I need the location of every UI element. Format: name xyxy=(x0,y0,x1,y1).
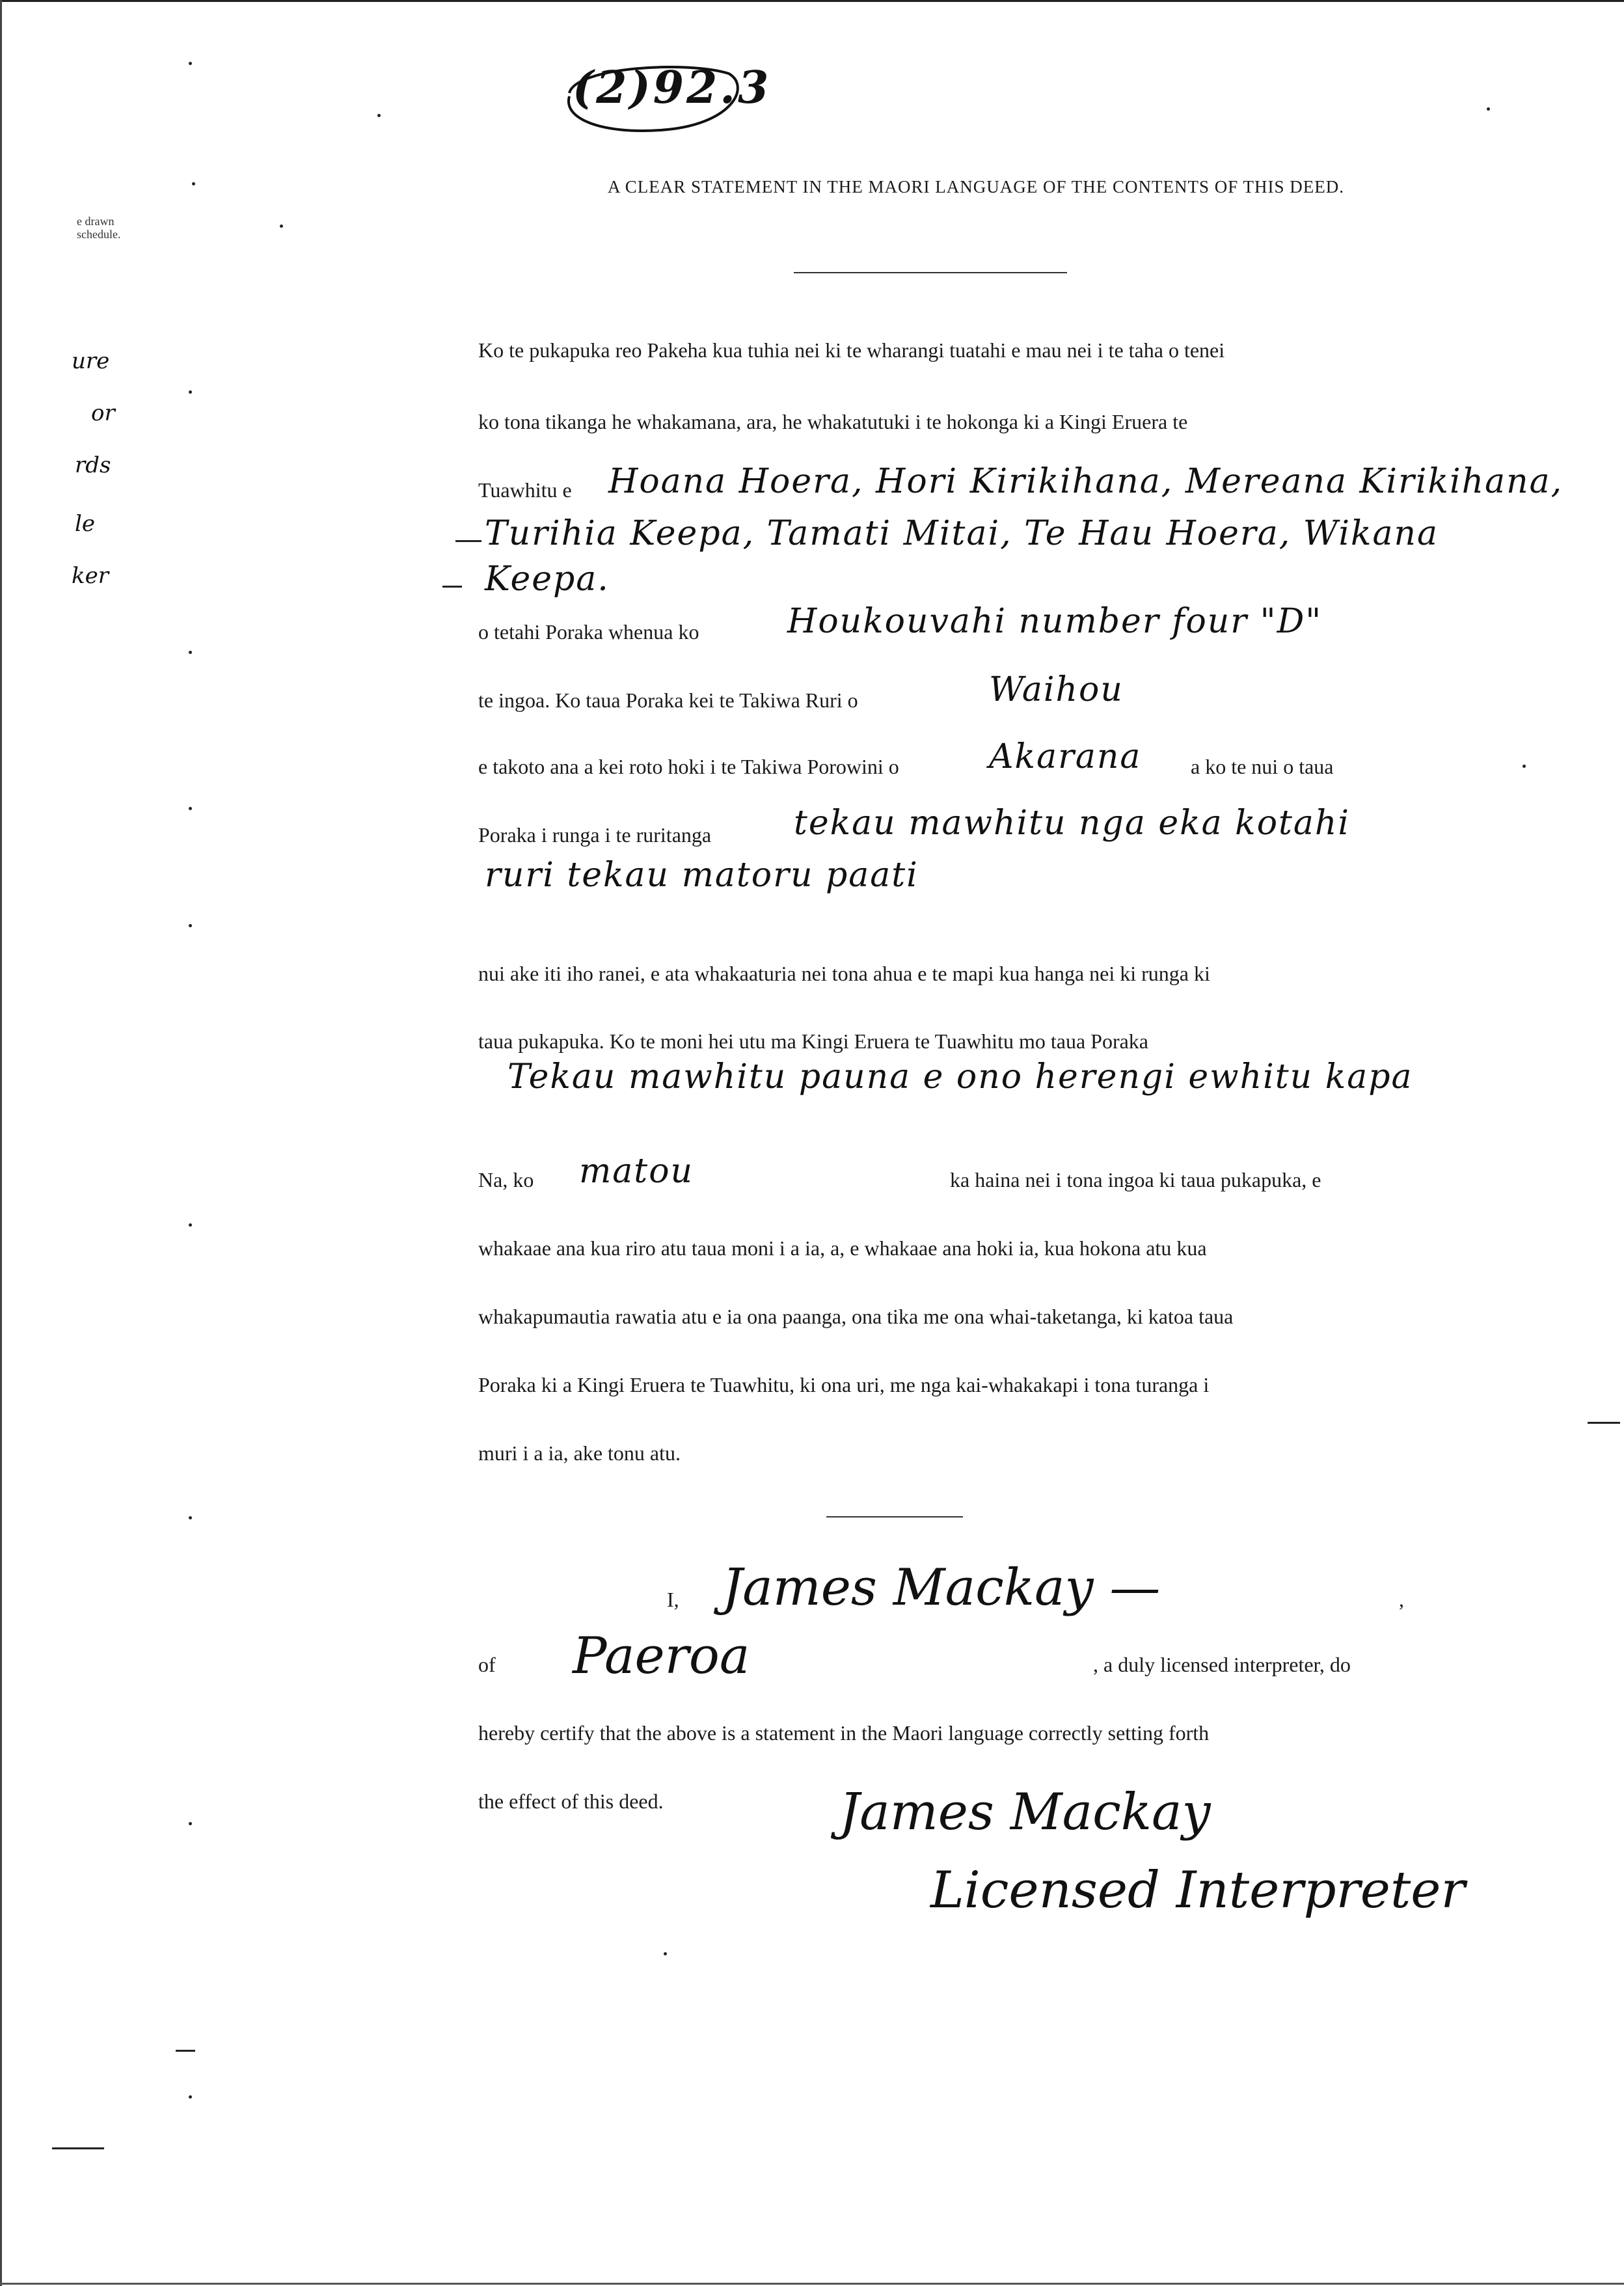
handwritten-names: Keepa. xyxy=(485,560,610,599)
body-line: whakapumautia rawatia atu e ia ona paanga, ona tika me ona whai-taketanga, ki katoa taua xyxy=(478,1305,1234,1328)
margin-handwriting: ker xyxy=(72,563,109,589)
scan-speck xyxy=(176,2050,195,2052)
body-line: taua pukapuka. Ko te moni hei utu ma Kingi Eruera te Tuawhitu mo taua Poraka xyxy=(478,1029,1148,1053)
body-line: a ko te nui o taua xyxy=(1191,755,1334,778)
body-line: whakaae ana kua riro atu taua moni i a ia, a, e whakaae ana hoki ia, kua hokona atu kua xyxy=(478,1236,1207,1260)
scan-speck xyxy=(189,62,192,65)
body-line: Tuawhitu e xyxy=(478,478,572,502)
scan-speck xyxy=(189,1516,192,1519)
page-border-bottom xyxy=(0,2283,1624,2285)
scan-speck xyxy=(1522,765,1526,768)
page-title: A CLEAR STATEMENT IN THE MAORI LANGUAGE OF THE CONTENTS OF THIS DEED. xyxy=(607,177,1345,197)
title-rule xyxy=(794,272,1067,273)
handwritten-province: Akarana xyxy=(989,737,1142,776)
margin-note-line: schedule. xyxy=(77,228,121,241)
body-line: o tetahi Poraka whenua ko xyxy=(478,620,699,644)
scan-speck xyxy=(189,390,192,394)
page-border-top xyxy=(0,0,1624,2)
margin-note-line: e drawn xyxy=(77,215,115,228)
scan-speck xyxy=(664,1952,667,1955)
certificate-text: , a duly licensed interpreter, do xyxy=(1093,1653,1351,1676)
scan-speck xyxy=(189,924,192,927)
body-line: muri i a ia, ake tonu atu. xyxy=(478,1441,681,1465)
handwritten-vendor: matou xyxy=(579,1152,694,1191)
interpreter-signature: James Mackay xyxy=(839,1783,1211,1842)
ref-number: (2)92.3 xyxy=(573,62,772,114)
margin-note xyxy=(77,215,120,241)
scan-speck xyxy=(189,2095,192,2099)
margin-handwriting: or xyxy=(91,400,115,426)
body-line: Poraka i runga i te ruritanga xyxy=(478,823,712,847)
handwritten-area: ruri tekau matoru paati xyxy=(485,856,919,895)
handwritten-names: Turihia Keepa, Tamati Mitai, Te Hau Hoera, Wikana xyxy=(485,514,1439,553)
body-line: Poraka ki a Kingi Eruera te Tuawhitu, ki ona uri, me nga kai-whakakapi i tona turanga i xyxy=(478,1373,1210,1396)
scan-speck xyxy=(189,1223,192,1227)
interpreter-signature-title: Licensed Interpreter xyxy=(930,1861,1465,1920)
handwritten-survey-district: Waihou xyxy=(989,670,1124,709)
margin-handwriting: le xyxy=(75,511,95,537)
scan-speck xyxy=(1588,1422,1620,1424)
certificate-text: hereby certify that the above is a statement in the Maori language correctly setting forth xyxy=(478,1721,1210,1745)
scan-speck xyxy=(52,2147,104,2149)
body-line: Ko te pukapuka reo Pakeha kua tuhia nei ki te wharangi tuatahi e mau nei i te taha o tenei xyxy=(478,338,1225,362)
margin-handwriting: ure xyxy=(72,348,110,374)
body-line: e takoto ana a kei roto hoki i te Takiwa Porowini o xyxy=(478,755,899,778)
body-line: ka haina nei i tona ingoa ki taua pukapuka, e xyxy=(950,1168,1321,1191)
handwritten-price: Tekau mawhitu pauna e ono herengi ewhitu kapa xyxy=(508,1057,1413,1096)
margin-handwriting: rds xyxy=(75,452,111,478)
scan-speck xyxy=(189,651,192,654)
handwritten-area: tekau mawhitu nga eka kotahi xyxy=(794,804,1351,843)
handwritten-names: Hoana Hoera, Hori Kirikihana, Mereana Kirikihana, xyxy=(608,462,1563,501)
handwritten-block-name: Houkouvahi number four "D" xyxy=(787,602,1323,641)
certificate-of: of xyxy=(478,1653,496,1676)
body-line: nui ake iti iho ranei, e ata whakaaturia nei tona ahua e te mapi kua hanga nei ki runga ki xyxy=(478,962,1210,985)
scan-speck xyxy=(189,1822,192,1825)
scan-speck xyxy=(189,807,192,810)
interpreter-name: James Mackay — xyxy=(722,1558,1161,1617)
certificate-comma: , xyxy=(1399,1588,1404,1611)
margin-dash xyxy=(442,586,462,588)
scan-speck xyxy=(377,114,381,117)
scan-speck xyxy=(192,182,195,185)
certificate-text: the effect of this deed. xyxy=(478,1789,664,1813)
certificate-i: I, xyxy=(667,1588,679,1611)
body-line: ko tona tikanga he whakamana, ara, he whakatutuki i te hokonga ki a Kingi Eruera te xyxy=(478,410,1188,433)
scan-speck xyxy=(280,225,283,228)
margin-dash xyxy=(455,540,481,542)
page-border-left xyxy=(0,0,2,2286)
body-line: te ingoa. Ko taua Poraka kei te Takiwa Ruri o xyxy=(478,688,858,712)
body-line: Na, ko xyxy=(478,1168,534,1191)
interpreter-place: Paeroa xyxy=(573,1627,750,1685)
section-rule xyxy=(826,1516,963,1517)
scan-speck xyxy=(1487,107,1490,111)
